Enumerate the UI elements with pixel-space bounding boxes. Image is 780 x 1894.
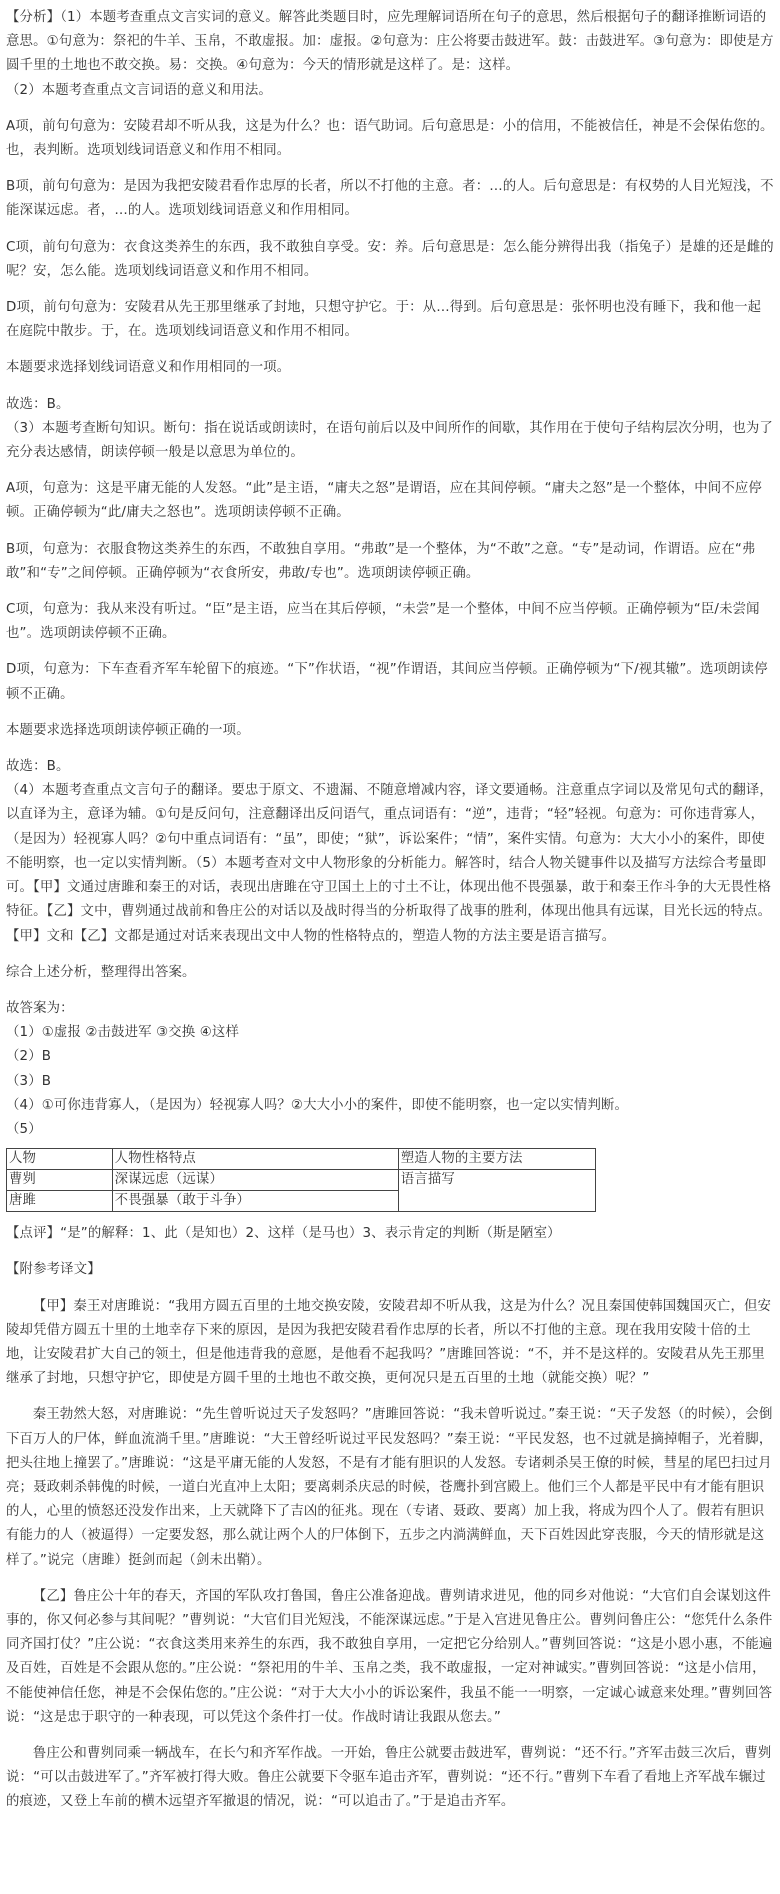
analysis-paragraph: （3）本题考查断句知识。断句：指在说话或朗读时，在语句前后以及中间所作的间歇，其作用在于使句子结构层次分明，也为了充分表达感情，朗读停顿一般是以意思为单位的。 bbox=[6, 420, 773, 461]
analysis-paragraph: C项，前句句意为：衣食这类养生的东西，我不敢独自享受。安：养。后句意思是：怎么能分辨得出我（指兔子）是雄的还是雌的呢？安，怎么能。选项划线词语意义和作用不相同。 bbox=[6, 239, 774, 279]
table-cell: 曹刿 bbox=[7, 1170, 113, 1191]
translation-paragraph: 【甲】秦王对唐雎说：“我用方圆五百里的土地交换安陵，安陵君却不听从我，这是为什么？况且秦国使韩国魏国灭亡，但安陵却凭借方圆五十里的土地幸存下来的原因，是因为我把安陵君看作忠厚的长者，所以不打他的主意。现在我用安陵十倍的土地，让安陵君扩大自己的领土，但是他违背我的意愿，是他看不起我吗？”唐雎回答说：“不，并不是这样的。安陵君从先王那里继承了封地，只想守护它，即使是方圆千里的土地也不敢交换，更何况只是五百里的土地（就能交换）呢？” bbox=[6, 1298, 772, 1387]
analysis-paragraph: A项，前句句意为：安陵君却不听从我，这是为什么？也：语气助词。后句意思是：小的信用，不能被信任，神是不会保佑您的。也，表判断。选项划线词语意义和作用不相同。 bbox=[6, 118, 774, 159]
character-table-wrap bbox=[6, 1148, 774, 1212]
commentary-section bbox=[6, 1222, 774, 1814]
analysis-paragraph: B项，句意为：衣服食物这类养生的东西，不敢独自享用。“弗敢”是一个整体，为“不敢”之意。“专”是动词，作谓语。应在“弗敢”和“专”之间停顿。正确停顿为“衣食所安，弗敢/专也”。选项朗读停顿正确。 bbox=[6, 541, 756, 581]
analysis-paragraph: A项，句意为：这是平庸无能的人发怒。“此”是主语，“庸夫之怒”是谓语，应在其间停顿。“庸夫之怒”是一个整体，中间不应停顿。正确停顿为“此/庸夫之怒也”。选项朗读停顿不正确。 bbox=[6, 481, 762, 521]
table-cell: 唐雎 bbox=[7, 1191, 113, 1212]
analysis-paragraph: D项，句意为：下车查看齐军车轮留下的痕迹。“下”作状语，“视”作谓语，其间应当停顿。正确停顿为“下/视其辙”。选项朗读停顿不正确。 bbox=[6, 662, 768, 702]
table-cell: 不畏强暴（敢于斗争） bbox=[112, 1191, 398, 1212]
answer-choice: 故选：B。 bbox=[6, 759, 70, 775]
character-table bbox=[6, 1148, 596, 1212]
answer-line: （5） bbox=[6, 1121, 42, 1137]
analysis-paragraph: （2）本题考查重点文言词语的意义和用法。 bbox=[6, 82, 272, 98]
table-cell: 语言描写 bbox=[398, 1170, 595, 1212]
commentary-paragraph: 【点评】“是”的解释：1、此（是知也）2、这样（是马也）3、表示肯定的判断（斯是陋室） bbox=[6, 1226, 561, 1242]
summary-line: 综合上述分析，整理得出答案。 bbox=[6, 964, 196, 980]
answer-line: （3）B bbox=[6, 1073, 52, 1089]
analysis-paragraph: 本题要求选择选项朗读停顿正确的一项。 bbox=[6, 722, 250, 738]
translation-paragraph: 鲁庄公和曹刿同乘一辆战车，在长勺和齐军作战。一开始，鲁庄公就要击鼓进军，曹刿说：“还不行。”齐军击鼓三次后，曹刿说：“可以击鼓进军了。”齐军被打得大败。鲁庄公就要下令驱车追击齐军，曹刿说：“还不行。”曹刿下车看了看地上齐军战车辗过的痕迹，又登上车前的横木远望齐军撤退的情况，说：“可以追击了。”于是追击齐军。 bbox=[6, 1745, 772, 1810]
answer-line: （1）①虚报 ②击鼓进军 ③交换 ④这样 bbox=[6, 1025, 239, 1041]
answer-choice: 故选：B。 bbox=[6, 396, 70, 412]
analysis-paragraph: 本题要求选择划线词语意义和作用相同的一项。 bbox=[6, 360, 291, 376]
answer-line: （4）①可你违背寡人，（是因为）轻视寡人吗？②大大小小的案件，即使不能明察，也一定以实情判断。 bbox=[6, 1097, 629, 1113]
answer-line: （2）B bbox=[6, 1049, 52, 1065]
translation-paragraph: 【乙】鲁庄公十年的春天，齐国的军队攻打鲁国，鲁庄公准备迎战。曹刿请求进见，他的同乡对他说：“大官们自会谋划这件事的，你又何必参与其间呢？”曹刿说：“大官们目光短浅，不能深谋远虑。”于是入宫进见鲁庄公。曹刿问鲁庄公：“您凭什么条件同齐国打仗？”庄公说：“衣食这类用来养生的东西，我不敢独自享用，一定把它分给别人。”曹刿回答说：“这是小恩小惠，不能遍及百姓，百姓是不会跟从您的。”庄公说：“祭祀用的牛羊、玉帛之类，我不敢虚报，一定对神诚实。”曹刿回答说：“这是小信用，不能使神信任您，神是不会保佑您的。”庄公说：“对于大大小小的诉讼案件，我虽不能一一明察，一定诚心诚意来处理。”曹刿回答说：“这是忠于职守的一种表现，可以凭这个条件打一仗。作战时请让我跟从您去。” bbox=[6, 1588, 773, 1725]
answer-heading: 故答案为： bbox=[6, 1000, 74, 1016]
table-header-cell: 人物 bbox=[7, 1149, 113, 1170]
table-header-cell: 人物性格特点 bbox=[112, 1149, 398, 1170]
analysis-paragraph: （4）本题考查重点文言句子的翻译。要忠于原文、不遗漏、不随意增减内容，译文要通畅。注意重点字词以及常见句式的翻译，以直译为主，意译为辅。①句是反问句，注意翻译出反问语气，重点词语有：“逆”，违背；“轻”轻视。句意为：可你违背寡人，（是因为）轻视寡人吗？②句中重点词语有：“虽”，即使；“狱”，诉讼案件；“情”，案件实情。句意为：大大小小的案件，即使不能明察，也一定以实情判断。（5）本题考查对文中人物形象的分析能力。解答时，结合人物关键事件以及描写方法综合考量即可。【甲】文通过唐雎和秦王的对话，表现出唐雎在守卫国土上的寸土不让，体现出他不畏强暴，敢于和秦王作斗争的大无畏性格特征。【乙】文中，曹刿通过战前和鲁庄公的对话以及战时得当的分析取得了战事的胜利，体现出他具有远谋，目光长远的特点。【甲】文和【乙】文都是通过对话来表现出文中人物的性格特点的，塑造人物的方法主要是语言描写。 bbox=[6, 783, 773, 944]
table-row bbox=[7, 1170, 596, 1191]
analysis-paragraph: D项，前句句意为：安陵君从先王那里继承了封地，只想守护它。于：从…得到。后句意思是：张怀明也没有睡下，我和他一起在庭院中散步。于，在。选项划线词语意义和作用不相同。 bbox=[6, 300, 762, 340]
translation-paragraph: 秦王勃然大怒，对唐雎说：“先生曾听说过天子发怒吗？”唐雎回答说：“我未曾听说过。”秦王说：“天子发怒（的时候），会倒下百万人的尸体，鲜血流淌千里。”唐雎说：“大王曾经听说过平民发怒吗？”秦王说：“平民发怒，也不过就是摘掉帽子，光着脚，把头往地上撞罢了。”唐雎说：“这是平庸无能的人发怒，不是有才能有胆识的人发怒。专诸刺杀吴王僚的时候，彗星的尾巴扫过月亮；聂政刺杀韩傀的时候，一道白光直冲上太阳；要离刺杀庆忌的时候，苍鹰扑到宫殿上。他们三个人都是平民中有才能有胆识的人，心里的愤怒还没发作出来，上天就降下了吉凶的征兆。现在（专诸、聂政、要离）加上我，将成为四个人了。假若有胆识有能力的人（被逼得）一定要发怒，那么就让两个人的尸体倒下，五步之内淌满鲜血，天下百姓因此穿丧服，今天的情形就是这样了。”说完（唐雎）挺剑而起（剑未出鞘）。 bbox=[6, 1407, 773, 1568]
analysis-paragraph: C项，句意为：我从来没有听过。“臣”是主语，应当在其后停顿，“未尝”是一个整体，中间不应当停顿。正确停顿为“臣/未尝闻也”。选项朗读停顿不正确。 bbox=[6, 602, 760, 642]
analysis-paragraph: B项，前句句意为：是因为我把安陵君看作忠厚的长者，所以不打他的主意。者：…的人。后句意思是：有权势的人目光短浅，不能深谋远虑。者，…的人。选项划线词语意义和作用相同。 bbox=[6, 179, 774, 219]
analysis-paragraph: 【分析】（1）本题考查重点文言实词的意义。解答此类题目时，应先理解词语所在句子的意思，然后根据句子的翻译推断词语的意思。①句意为：祭祀的牛羊、玉帛，不敢虚报。加：虚报。②句意为：庄公将要击鼓进军。鼓：击鼓进军。③句意为：即使是方圆千里的土地也不敢交换。易：交换。④句意为：今天的情形就是这样了。是：这样。 bbox=[6, 10, 774, 74]
table-header-row bbox=[7, 1149, 596, 1170]
analysis-section bbox=[6, 6, 774, 1142]
table-cell: 深谋远虑（远谋） bbox=[112, 1170, 398, 1191]
table-header-cell: 塑造人物的主要方法 bbox=[398, 1149, 595, 1170]
translation-heading: 【附参考译文】 bbox=[6, 1262, 101, 1278]
